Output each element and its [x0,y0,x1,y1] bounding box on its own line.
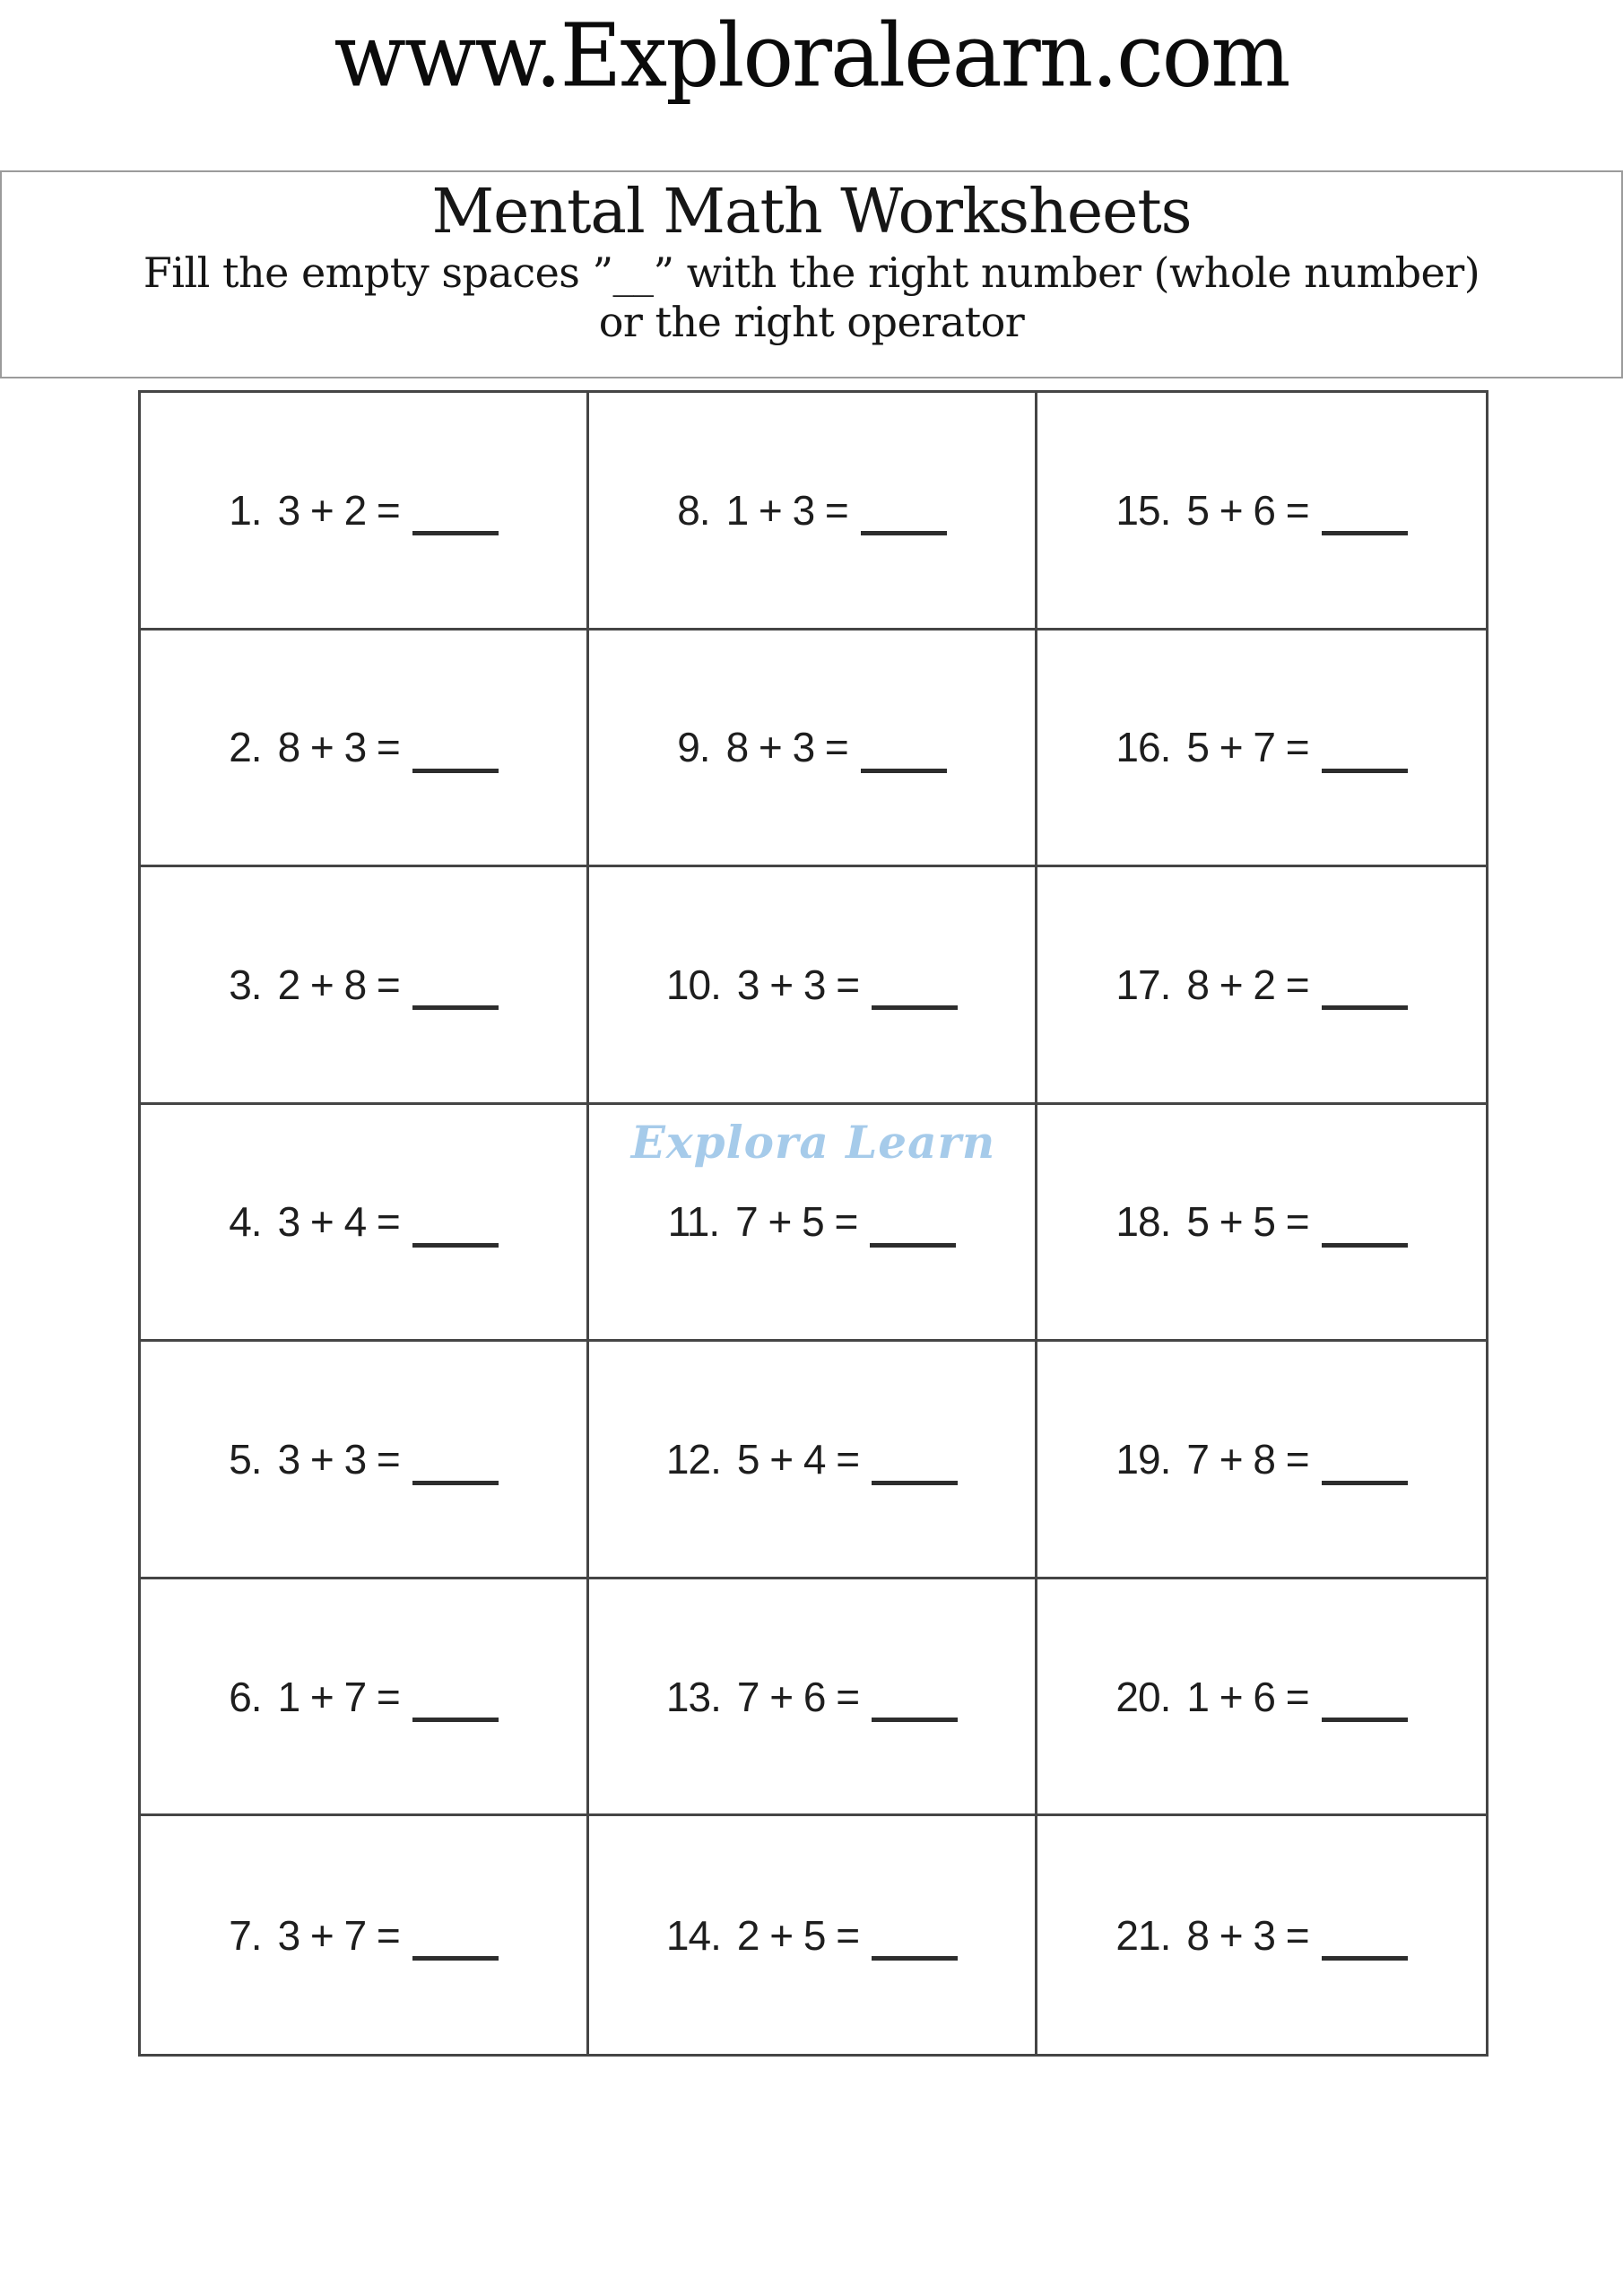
problem-expression: 7 + 5 = [735,1198,858,1246]
problem-cell-18 [1037,1105,1486,1343]
problem-number: 14. [665,1911,721,1959]
answer-blank [412,531,499,535]
problem-number: 7. [229,1911,262,1959]
problem-cell-6 [141,1579,589,1817]
problem-cell-3 [141,867,589,1105]
problem-cell-20 [1037,1579,1486,1817]
answer-blank [412,1718,499,1722]
problem-number: 1. [229,486,262,534]
answer-blank [872,1956,958,1961]
problem-cell-4 [141,1105,589,1343]
problem-cell-16 [1037,631,1486,868]
problem-cell-5 [141,1342,589,1579]
answer-blank [412,1956,499,1961]
explora-learn-watermark: Explora Learn [630,1116,996,1169]
problem-cell-11 [589,1105,1037,1343]
answer-blank [1322,1718,1408,1722]
problem-number: 4. [229,1198,262,1246]
problem-cell-7 [141,1816,589,2054]
problem-expression: 1 + 3 = [725,486,848,534]
answer-blank [1322,1481,1408,1485]
problem-expression: 3 + 7 = [277,1911,400,1959]
problem-number: 16. [1115,724,1171,771]
problem-cell-13 [589,1579,1037,1817]
problem-cell-1 [141,393,589,631]
site-title: www.Exploralearn.com [334,5,1289,108]
problem-expression: 3 + 2 = [277,486,400,534]
problem-number: 17. [1115,961,1171,1008]
problem-expression: 1 + 7 = [277,1673,400,1720]
problem-cell-15 [1037,393,1486,631]
problem-number: 9. [677,724,710,771]
problem-number: 21. [1115,1911,1171,1959]
problem-number: 19. [1115,1436,1171,1483]
answer-blank [412,1005,499,1010]
problem-cell-10 [589,867,1037,1105]
answer-blank [870,1243,956,1248]
problem-expression: 7 + 8 = [1186,1436,1309,1483]
problem-number: 10. [665,961,721,1008]
answer-blank [872,1718,958,1722]
problem-expression: 5 + 7 = [1186,724,1309,771]
problem-expression: 8 + 2 = [1186,961,1309,1008]
problems-table [138,390,1488,2057]
answer-blank [412,1481,499,1485]
problem-number: 20. [1115,1673,1171,1720]
problem-cell-17 [1037,867,1486,1105]
problem-cell-2 [141,631,589,868]
problem-cell-12 [589,1342,1037,1579]
problem-expression: 3 + 3 = [736,961,860,1008]
answer-blank [861,531,947,535]
problem-expression: 7 + 6 = [736,1673,860,1720]
problem-number: 11. [667,1198,720,1246]
worksheet-header [0,170,1623,378]
problem-number: 3. [229,961,262,1008]
problem-expression: 5 + 6 = [1186,486,1309,534]
problem-number: 13. [665,1673,721,1720]
answer-blank [861,769,947,773]
answer-blank [872,1481,958,1485]
problem-cell-9 [589,631,1037,868]
problem-expression: 1 + 6 = [1186,1673,1309,1720]
answer-blank [1322,531,1408,535]
problem-expression: 3 + 4 = [277,1198,400,1246]
worksheet-title: Mental Math Worksheets [431,177,1192,248]
problem-cell-14 [589,1816,1037,2054]
problem-cell-21 [1037,1816,1486,2054]
problem-expression: 3 + 3 = [277,1436,400,1483]
answer-blank [1322,1243,1408,1248]
problem-number: 6. [229,1673,262,1720]
problem-expression: 2 + 8 = [277,961,400,1008]
problem-number: 2. [229,724,262,771]
answer-blank [412,769,499,773]
answer-blank [1322,1956,1408,1961]
problem-expression: 8 + 3 = [1186,1911,1309,1959]
problem-expression: 8 + 3 = [277,724,400,771]
worksheet-instruction-line-2: or the right operator [598,298,1025,346]
problem-expression: 5 + 5 = [1186,1198,1309,1246]
problem-cell-19 [1037,1342,1486,1579]
problem-expression: 8 + 3 = [725,724,848,771]
problem-number: 15. [1115,486,1171,534]
problem-expression: 5 + 4 = [736,1436,860,1483]
problem-number: 5. [229,1436,262,1483]
answer-blank [872,1005,958,1010]
answer-blank [1322,1005,1408,1010]
problem-number: 18. [1115,1198,1171,1246]
problem-expression: 2 + 5 = [736,1911,860,1959]
answer-blank [412,1243,499,1248]
answer-blank [1322,769,1408,773]
problem-number: 8. [677,486,710,534]
problem-cell-8 [589,393,1037,631]
problem-number: 12. [665,1436,721,1483]
worksheet-instruction-line-1: Fill the empty spaces ”__” with the right number (whole number) [143,248,1480,297]
